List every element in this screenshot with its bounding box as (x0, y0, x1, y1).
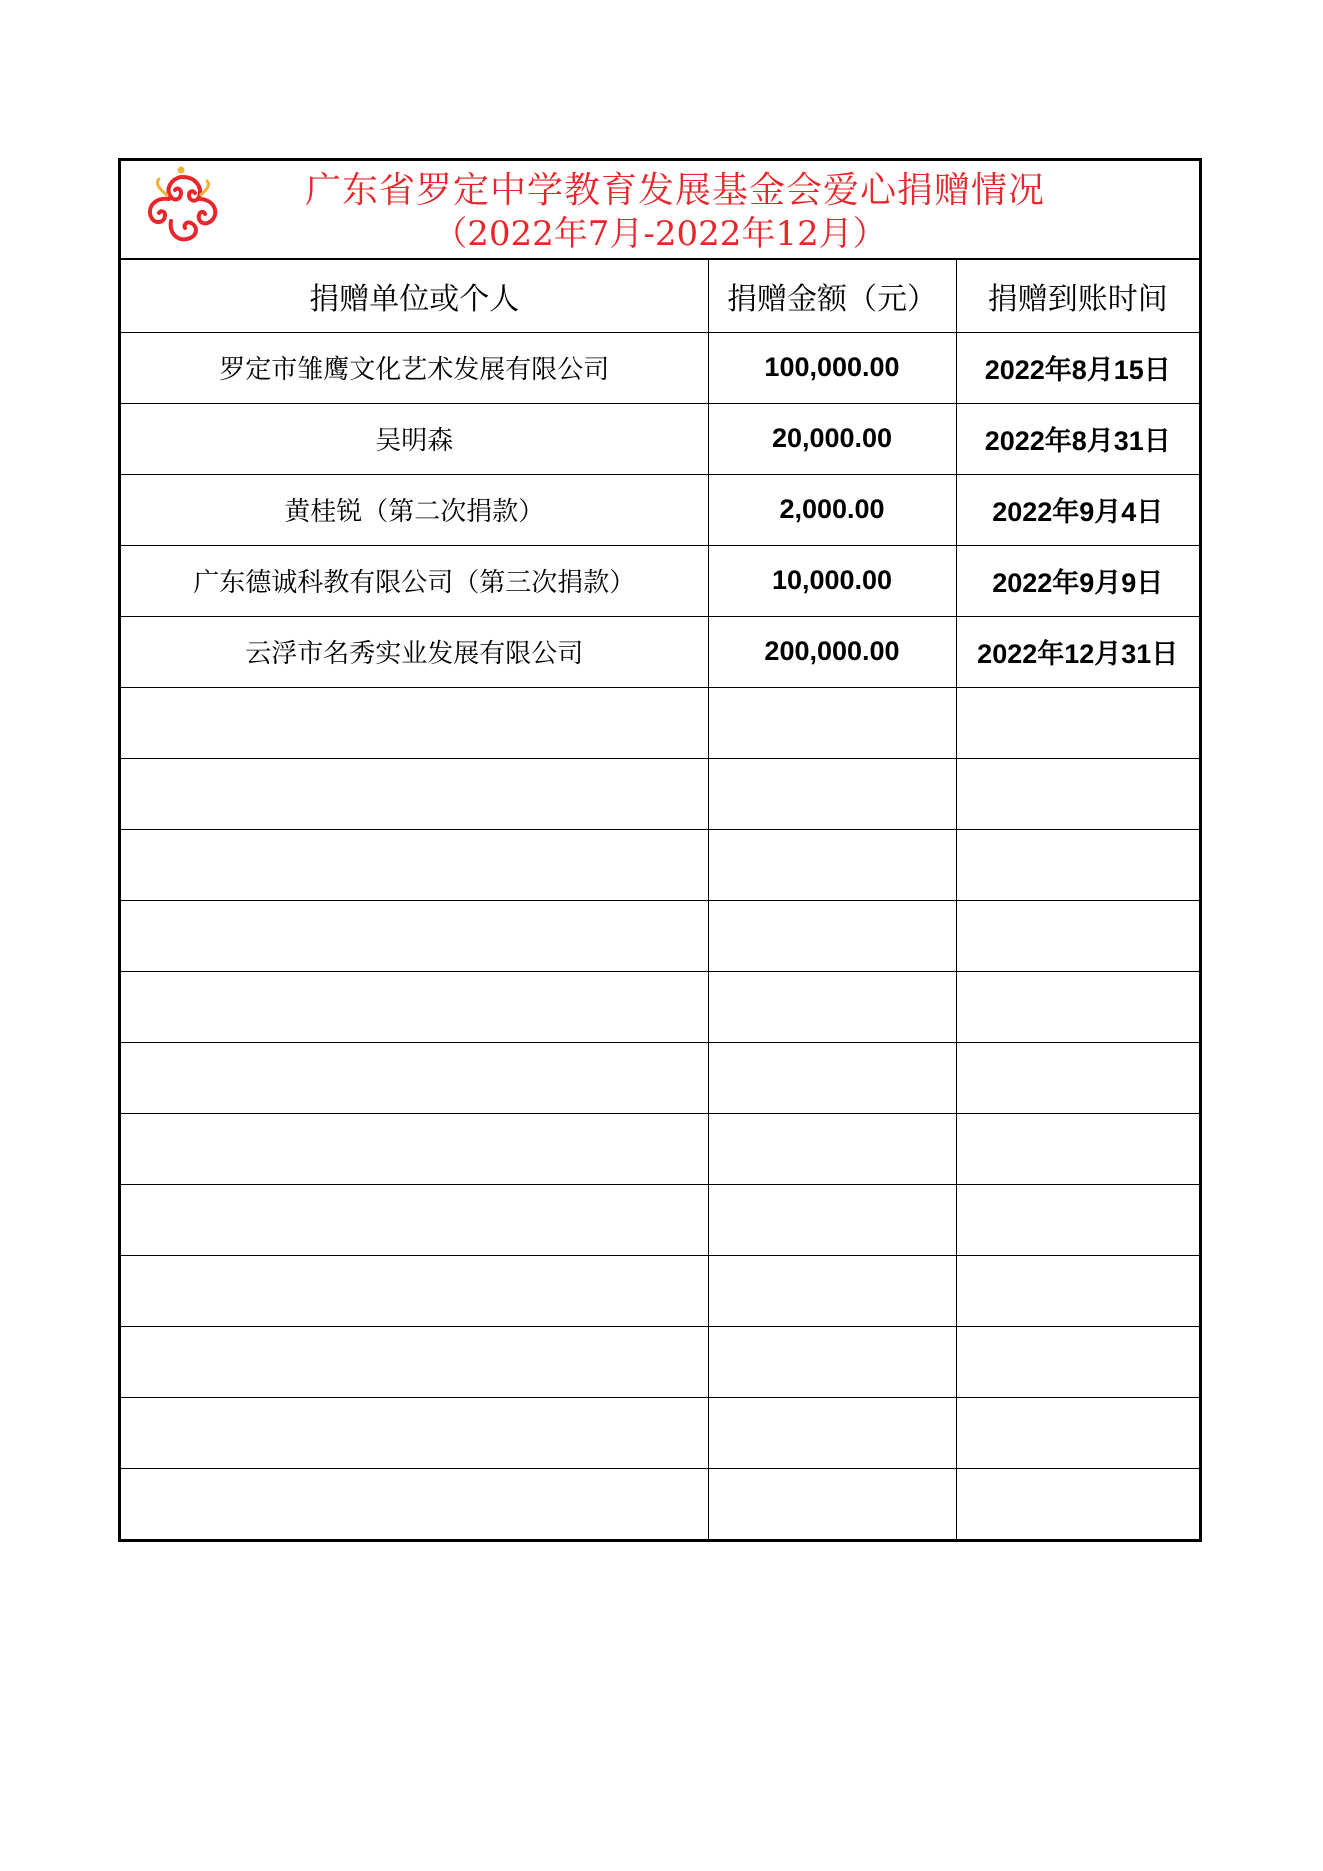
cell-donor (121, 971, 708, 1042)
cell-donor (121, 1326, 708, 1397)
header-donor: 捐赠单位或个人 (121, 260, 708, 332)
cell-donor (121, 1255, 708, 1326)
cell-date: 2022年9月9日 (956, 545, 1199, 616)
cell-donor: 黄桂锐（第二次捐款） (121, 474, 708, 545)
cell-amount: 2,000.00 (708, 474, 956, 545)
cell-amount (708, 1042, 956, 1113)
cell-amount (708, 1326, 956, 1397)
cell-donor (121, 1042, 708, 1113)
table-header-row (121, 260, 1199, 332)
cell-amount (708, 687, 956, 758)
cell-date (956, 1042, 1199, 1113)
title-row (121, 161, 1199, 260)
cell-donor (121, 1397, 708, 1468)
header-date: 捐赠到账时间 (956, 260, 1199, 332)
cell-donor: 广东德诚科教有限公司（第三次捐款） (121, 545, 708, 616)
cell-amount (708, 829, 956, 900)
cell-date (956, 1113, 1199, 1184)
cell-date (956, 900, 1199, 971)
table-row (121, 545, 1199, 616)
cell-amount (708, 1184, 956, 1255)
cell-donor (121, 1184, 708, 1255)
cell-date: 2022年8月31日 (956, 403, 1199, 474)
cell-date (956, 1326, 1199, 1397)
table-row (121, 1468, 1199, 1539)
table-row (121, 758, 1199, 829)
cell-donor (121, 829, 708, 900)
table-row (121, 332, 1199, 403)
page-title: 广东省罗定中学教育发展基金会爱心捐赠情况 (304, 170, 1045, 211)
page-subtitle-period: （2022年7月-2022年12月） (433, 214, 887, 254)
table-row (121, 1042, 1199, 1113)
cell-amount (708, 900, 956, 971)
cell-date (956, 1184, 1199, 1255)
donation-sheet (118, 158, 1202, 1542)
cell-amount (708, 1113, 956, 1184)
cell-date: 2022年12月31日 (956, 616, 1199, 687)
table-row (121, 1184, 1199, 1255)
cell-date (956, 1255, 1199, 1326)
cell-amount (708, 1468, 956, 1539)
cell-date: 2022年8月15日 (956, 332, 1199, 403)
cell-date (956, 971, 1199, 1042)
table-row (121, 900, 1199, 971)
donation-table (121, 260, 1199, 1539)
cell-donor (121, 687, 708, 758)
cell-date (956, 1468, 1199, 1539)
table-row (121, 971, 1199, 1042)
table-row (121, 403, 1199, 474)
cell-date (956, 1397, 1199, 1468)
cell-amount: 100,000.00 (708, 332, 956, 403)
cell-donor: 吴明森 (121, 403, 708, 474)
table-row (121, 474, 1199, 545)
cell-donor: 罗定市雏鹰文化艺术发展有限公司 (121, 332, 708, 403)
cell-donor: 云浮市名秀实业发展有限公司 (121, 616, 708, 687)
cell-amount (708, 1397, 956, 1468)
header-amount: 捐赠金额（元） (708, 260, 956, 332)
table-row (121, 1326, 1199, 1397)
cell-amount: 20,000.00 (708, 403, 956, 474)
cell-amount: 10,000.00 (708, 545, 956, 616)
cell-date (956, 687, 1199, 758)
table-row (121, 1255, 1199, 1326)
cell-donor (121, 900, 708, 971)
cell-donor (121, 1113, 708, 1184)
cell-date: 2022年9月4日 (956, 474, 1199, 545)
table-row (121, 829, 1199, 900)
cell-date (956, 829, 1199, 900)
cell-donor (121, 758, 708, 829)
cell-amount (708, 758, 956, 829)
table-row (121, 1113, 1199, 1184)
cell-amount (708, 1255, 956, 1326)
cell-donor (121, 1468, 708, 1539)
cell-amount: 200,000.00 (708, 616, 956, 687)
table-row (121, 1397, 1199, 1468)
table-row (121, 616, 1199, 687)
cell-date (956, 758, 1199, 829)
table-row (121, 687, 1199, 758)
cell-amount (708, 971, 956, 1042)
